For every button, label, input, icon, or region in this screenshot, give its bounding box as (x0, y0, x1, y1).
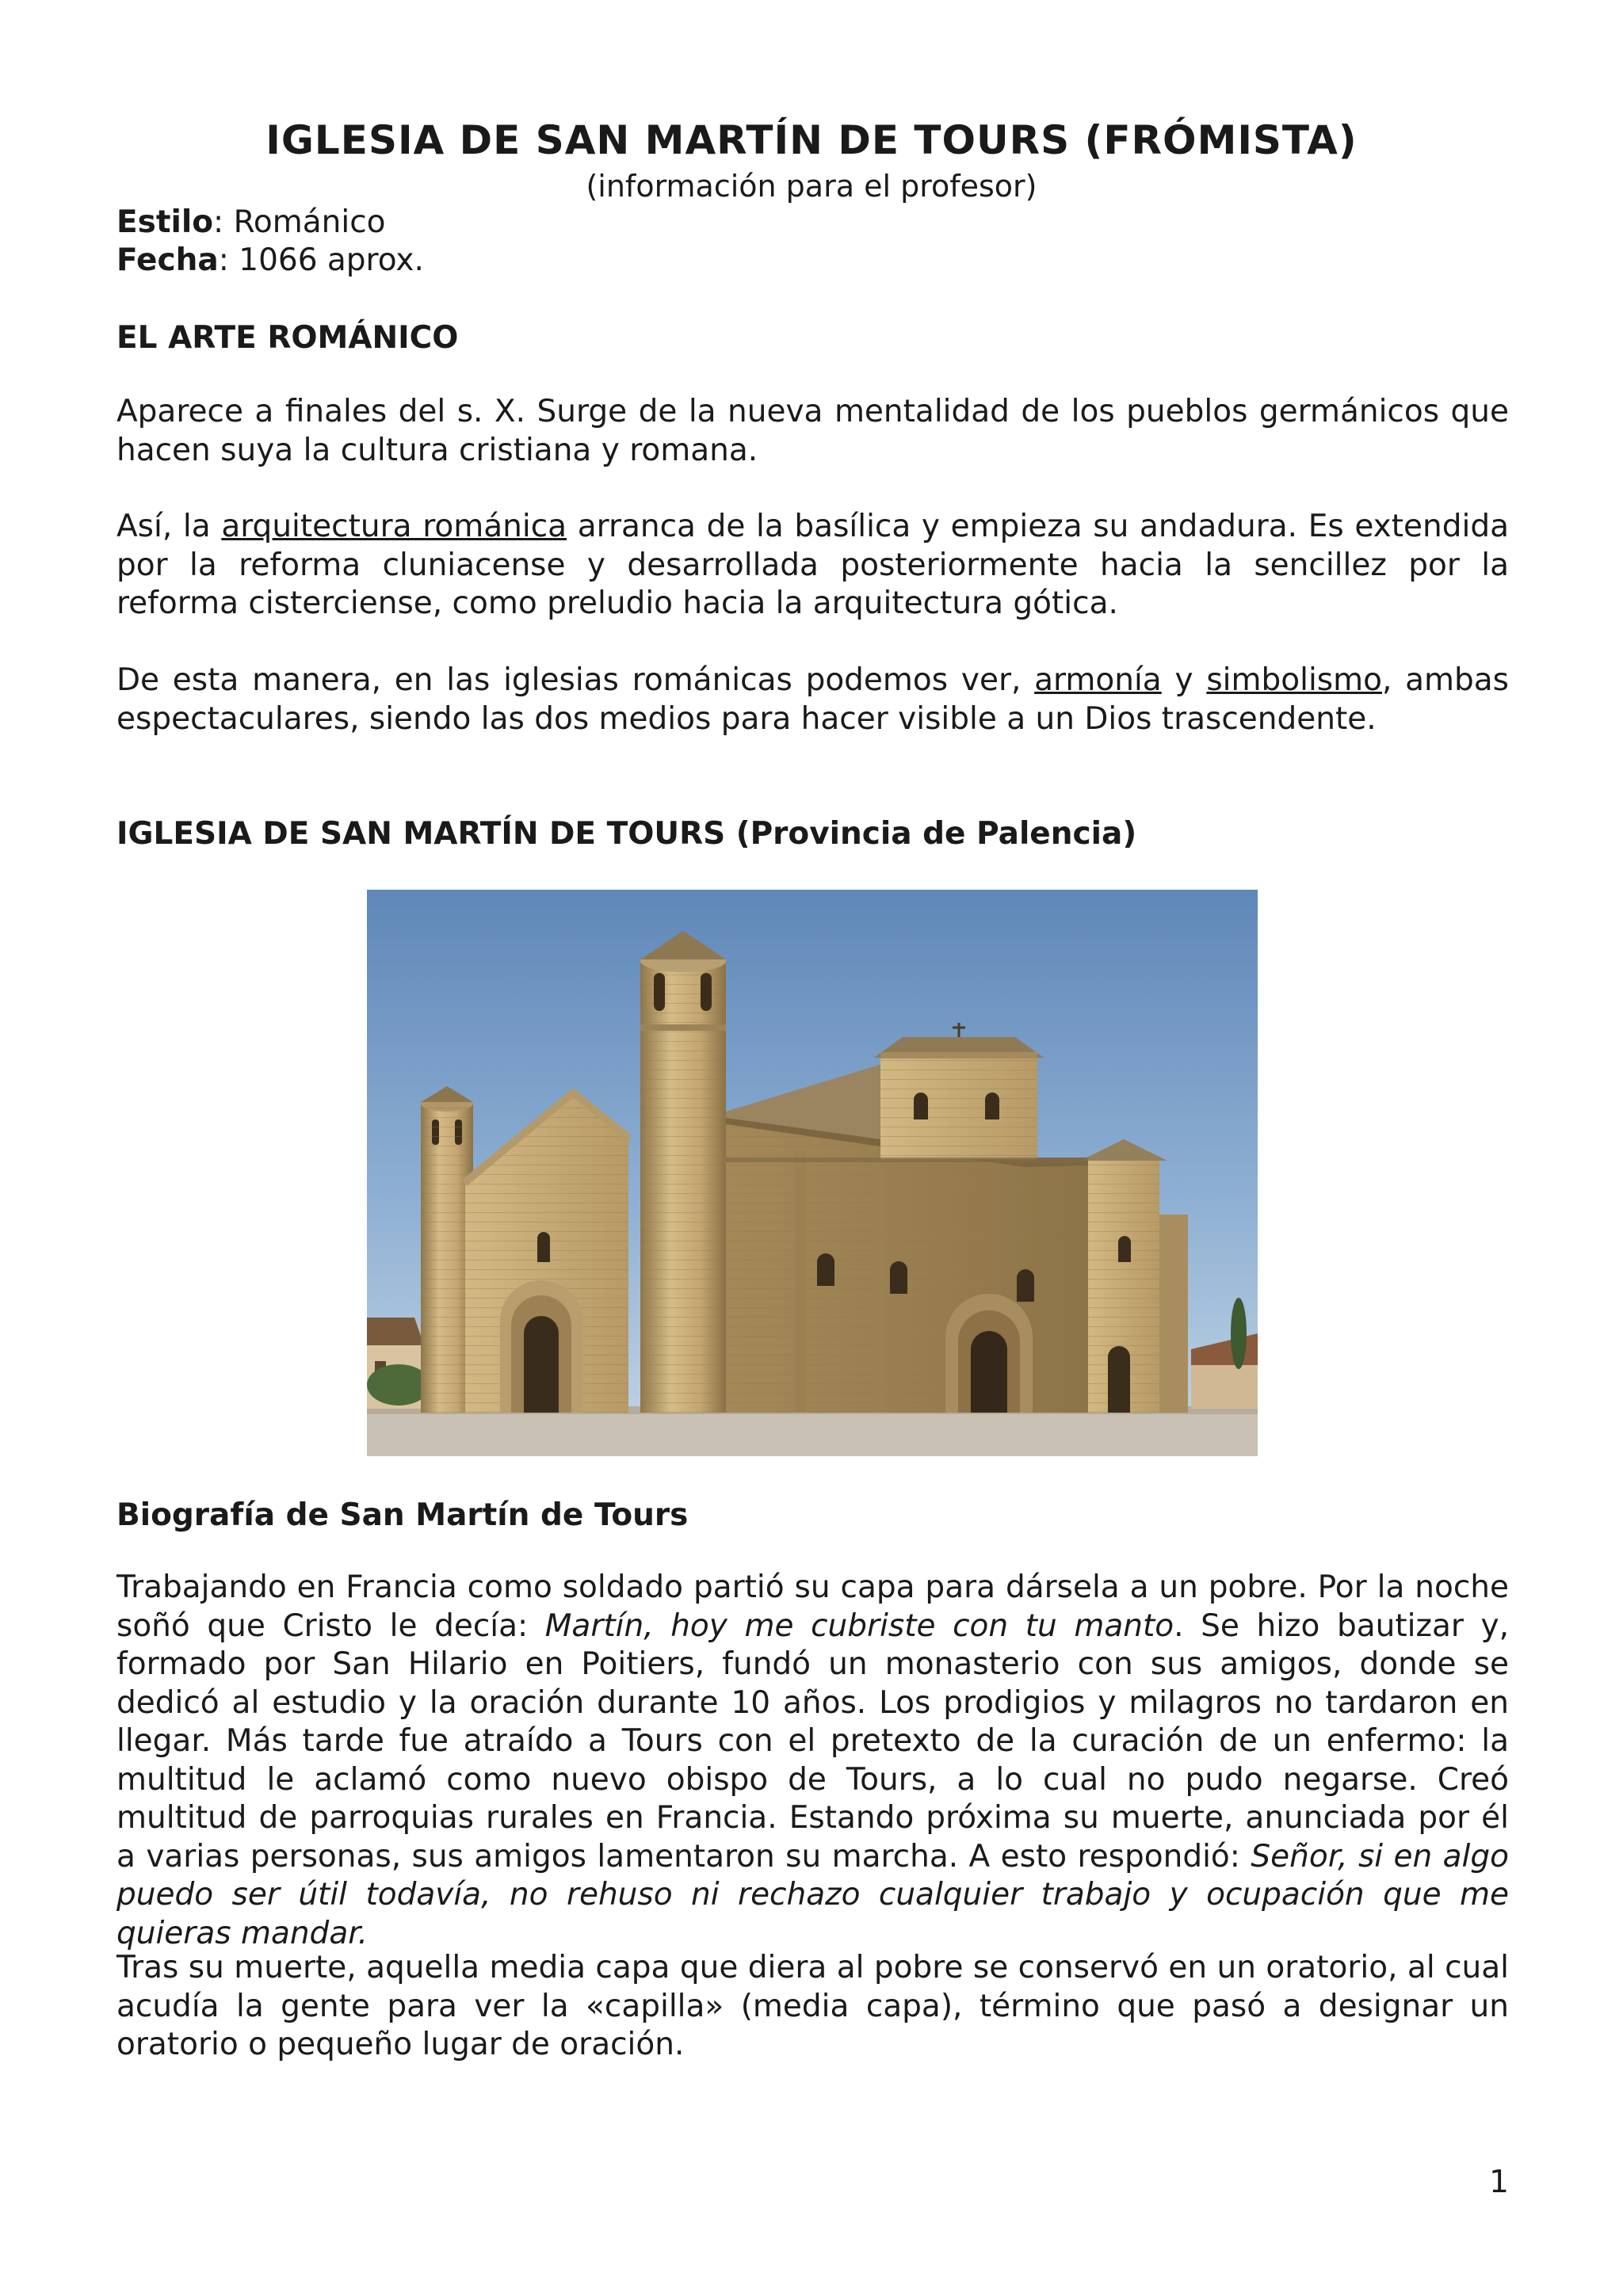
text-run: Trabajando en Francia como soldado partió su capa para dársela a un pobre. Por la noche soñó que Cristo le decía: (116, 1569, 1509, 1644)
paragraph-architecture (116, 508, 1509, 624)
quote-martin: Martín, hoy me cubriste con tu manto (544, 1608, 1174, 1644)
paragraph-harmony (116, 662, 1509, 738)
paragraph-origins: Aparece a finales del s. X. Surge de la nueva mentalidad de los pueblos germánicos que hacen suya la cultura cristiana y romana. (116, 394, 1509, 468)
text-run: Así, la (116, 509, 222, 544)
text-run: . Se hizo bautizar y, formado por San Hilario en Poitiers, fundó un monasterio con sus amigos, donde se dedicó al estudio y la oración durante 10 años. Los prodigios y milagros no tardaron en llegar. Más tarde fue atraído a Tours con el pretexto de la curación de un enfermo: la multitud le aclamó como nuevo obispo de Tours, a lo cual no pudo negarse. Creó multitud de parroquias rurales en Francia. Estando próxima su muerte, anunciada por él a varias personas, sus amigos lamentaron su marcha. A esto respondió: (116, 1608, 1509, 1875)
link-armonia[interactable]: armonía (1034, 662, 1162, 698)
style-value: : Románico (213, 204, 386, 240)
text-run: arranca de la basílica y empieza su andadura. Es extendida por la reforma cluniacense y desarrollada posteriormente hacia la sencillez por la reforma cisterciense, como preludio hacia la arquitectura gótica. (116, 509, 1509, 621)
quote-senor: Señor, si en algo puedo ser útil todavía, no rehuso ni rechazo cualquier trabajo y ocupación que me quieras mandar. (116, 1838, 1510, 1951)
section-heading-iglesia: IGLESIA DE SAN MARTÍN DE TOURS (Provincia de Palencia) (116, 816, 1137, 852)
section-heading-biografia: Biografía de San Martín de Tours (116, 1497, 689, 1533)
text-run: , ambas espectaculares, siendo las dos medios para hacer visible a un Dios trascendente. (116, 662, 1509, 737)
link-simbolismo[interactable]: simbolismo (1206, 662, 1382, 698)
style-line (116, 204, 386, 240)
paragraph-biography (116, 1569, 1509, 1953)
section-heading-arte-romanico: EL ARTE ROMÁNICO (116, 320, 459, 356)
document-title: IGLESIA DE SAN MARTÍN DE TOURS (FRÓMISTA) (265, 117, 1358, 163)
church-photo (367, 890, 1258, 1456)
date-value: : 1066 aprox. (218, 242, 424, 278)
text-run: De esta manera, en las iglesias románicas podemos ver, (116, 662, 1035, 698)
page-number: 1 (1489, 2164, 1509, 2200)
text-run: y (1161, 662, 1207, 698)
date-line (116, 242, 424, 278)
document-subtitle: (información para el profesor) (586, 169, 1037, 204)
date-label: Fecha (116, 242, 219, 278)
paragraph-capilla: Tras su muerte, aquella media capa que diera al pobre se conservó en un oratorio, al cual acudía la gente para ver la «capilla» (media capa), término que pasó a designar un oratorio o pequeño lugar de oración. (116, 1950, 1509, 2062)
style-label: Estilo (116, 204, 214, 240)
link-arquitectura-romanica[interactable]: arquitectura románica (221, 509, 567, 544)
